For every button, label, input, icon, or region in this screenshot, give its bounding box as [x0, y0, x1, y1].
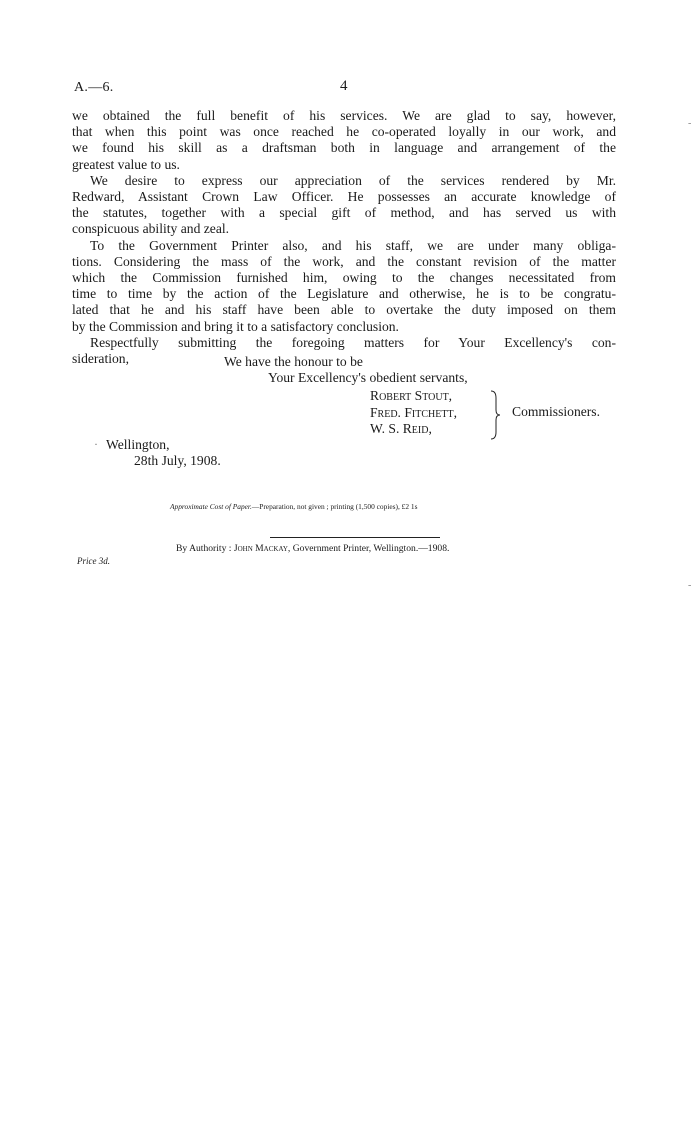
- text-line: To the Government Printer also, and his staff, we are under many obliga-: [90, 237, 616, 253]
- margin-dot: ·: [94, 437, 98, 451]
- text-line: We desire to express our appreciation of the services rendered by Mr.: [90, 172, 616, 188]
- cost-note-label: Approximate Cost of Paper.: [170, 502, 252, 511]
- signatory-name: W. S. Reid,: [370, 421, 432, 436]
- text-line: sideration,: [72, 351, 130, 367]
- text-line: greatest value to us.: [72, 156, 180, 172]
- place: Wellington,: [106, 437, 170, 452]
- signature-block: [370, 388, 457, 438]
- page-number: 4: [340, 78, 348, 94]
- margin-mark: -: [688, 118, 692, 129]
- honour-line: We have the honour to be: [224, 354, 363, 369]
- servants-line: Your Excellency's obedient servants,: [268, 370, 468, 385]
- authority-suffix: , Government Printer, Wellington.—1908.: [287, 543, 450, 554]
- date: 28th July, 1908.: [134, 453, 221, 468]
- paragraph-1: [72, 108, 616, 173]
- price: Price 3d.: [77, 556, 110, 566]
- text-line: tions. Considering the mass of the work, and the constant revision of the matter: [72, 253, 616, 269]
- cost-note: [170, 502, 418, 511]
- text-line: time to time by the action of the Legislature and otherwise, he is to be congratu-: [72, 286, 616, 302]
- paper-reference: A.—6.: [74, 80, 114, 95]
- cost-note-text: —Preparation, not given ; printing (1,500 copies), £2 1s: [251, 502, 418, 511]
- authority-prefix: By Authority :: [176, 543, 234, 554]
- signatory-role: Commissioners.: [512, 404, 600, 419]
- margin-mark: -: [688, 580, 692, 591]
- text-line: which the Commission furnished him, owing to the changes necessitated from: [72, 270, 616, 286]
- right-brace-icon: [490, 390, 500, 440]
- text-line: we found his skill as a draftsman both in language and arrangement of the: [72, 140, 616, 156]
- signatory-name: Robert Stout,: [370, 388, 453, 403]
- paragraph-3: [72, 238, 616, 335]
- divider-rule: [270, 537, 440, 538]
- text-line: we obtained the full benefit of his services. We are glad to say, however,: [72, 108, 616, 123]
- signatory-name: Fred. Fitchett,: [370, 404, 457, 420]
- text-line: Respectfully submitting the foregoing matters for Your Excellency's con-: [90, 334, 616, 350]
- authority-line: [176, 543, 449, 554]
- body-text: [72, 108, 616, 367]
- text-line: Redward, Assistant Crown Law Officer. He possesses an accurate knowledge of: [72, 189, 616, 205]
- text-line: by the Commission and bring it to a satisfactory conclusion.: [72, 318, 399, 334]
- text-line: conspicuous ability and zeal.: [72, 221, 230, 237]
- text-line: lated that he and his staff have been able to overtake the duty imposed on them: [72, 302, 616, 318]
- paragraph-2: [72, 173, 616, 238]
- printer-name: John Mackay: [233, 543, 288, 554]
- text-line: that when this point was once reached he co-operated loyally in our work, and: [72, 124, 616, 140]
- text-line: the statutes, together with a special gift of method, and has served us with: [72, 205, 616, 221]
